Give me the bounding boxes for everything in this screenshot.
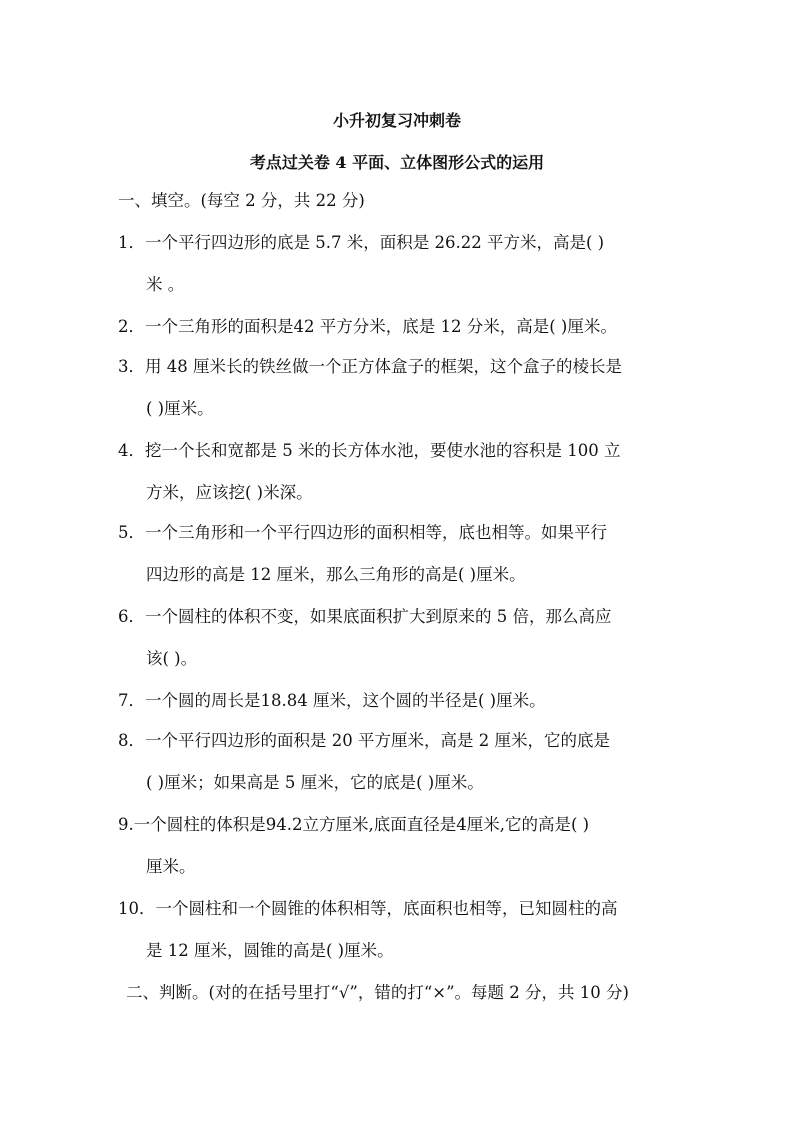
question-4-line-2: 方米，应该挖( )米深。 <box>146 483 313 502</box>
question-1-line-1: 1．一个平行四边形的底是 5.7 米，面积是 26.22 平方米，高是( ) <box>118 233 605 252</box>
question-6-line-1: 6．一个圆柱的体积不变，如果底面积扩大到原来的 5 倍，那么高应 <box>118 607 612 626</box>
section-1-heading: 一、填空。(每空 2 分，共 22 分) <box>118 191 365 210</box>
question-2-line-1: 2．一个三角形的面积是42 平方分米，底是 12 分米，高是( )厘米。 <box>118 317 617 336</box>
question-10-line-2: 是 12 厘米，圆锥的高是( )厘米。 <box>146 941 394 960</box>
question-4-line-1: 4．挖一个长和宽都是 5 米的长方体水池，要使水池的容积是 100 立 <box>118 441 621 460</box>
question-9-line-1: 9.一个圆柱的体积是94.2立方厘米,底面直径是4厘米,它的高是( ) <box>118 815 590 834</box>
section-2-heading: 二、判断。(对的在括号里打“√”，错的打“×”。每题 2 分，共 10 分) <box>126 983 629 1002</box>
question-3-line-2: ( )厘米。 <box>146 399 214 418</box>
page-title: 小升初复习冲刺卷 <box>332 111 461 130</box>
question-6-line-2: 该( )。 <box>146 649 198 668</box>
question-1-line-2: 米 。 <box>146 275 185 294</box>
question-9-line-2: 厘米。 <box>146 857 196 876</box>
page-subtitle: 考点过关卷 4 平面、立体图形公式的运用 <box>249 153 545 172</box>
question-8-line-2: ( )厘米；如果高是 5 厘米，它的底是( )厘米。 <box>146 773 484 792</box>
question-7-line-1: 7．一个圆的周长是18.84 厘米，这个圆的半径是( )厘米。 <box>118 691 546 710</box>
question-5-line-2: 四边形的高是 12 厘米，那么三角形的高是( )厘米。 <box>146 565 526 584</box>
question-3-line-1: 3．用 48 厘米长的铁丝做一个正方体盒子的框架，这个盒子的棱长是 <box>118 357 622 376</box>
question-8-line-1: 8．一个平行四边形的面积是 20 平方厘米，高是 2 厘米，它的底是 <box>118 731 610 750</box>
question-10-line-1: 10．一个圆柱和一个圆锥的体积相等，底面积也相等，已知圆柱的高 <box>118 899 618 918</box>
question-5-line-1: 5．一个三角形和一个平行四边形的面积相等，底也相等。如果平行 <box>118 523 607 542</box>
